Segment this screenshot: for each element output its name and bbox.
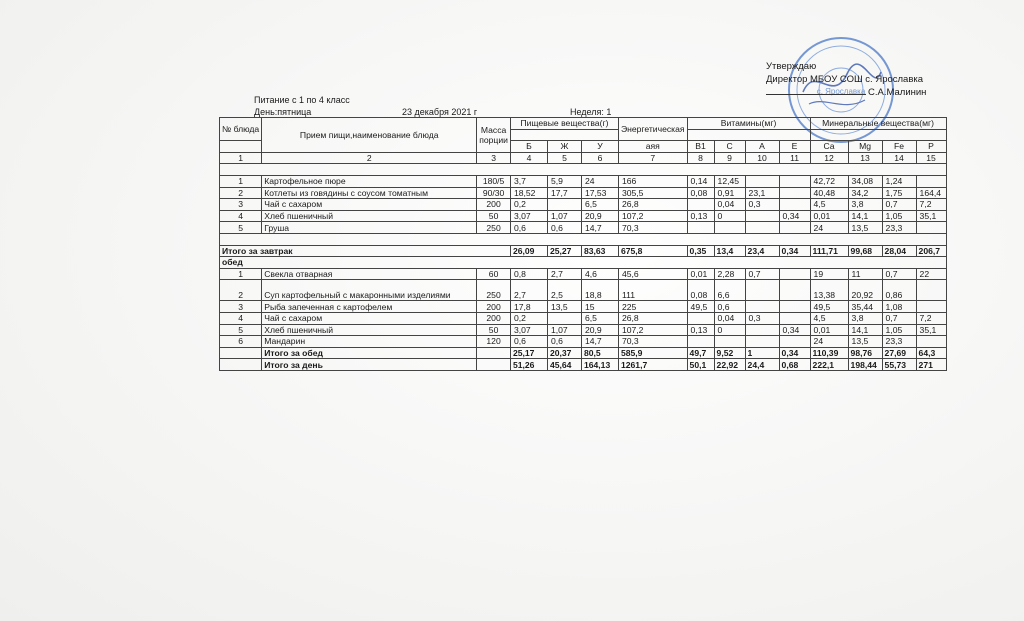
index-cell-1: 1 [220,152,262,164]
blank-cell [477,359,511,371]
table-cell: 6,5 [581,199,618,211]
lunch-label: обед [220,257,947,269]
table-cell: 13,38 [810,280,848,301]
table-cell: 23,3 [882,336,916,348]
index-cell-12: 12 [810,152,848,164]
table-cell: 3,8 [848,312,882,324]
table-cell: 13,5 [848,336,882,348]
table-cell: 120 [477,336,511,348]
table-cell: 4,5 [810,312,848,324]
table-cell: 34,08 [848,175,882,187]
menu-date: 23 декабря 2021 г [402,107,478,117]
subheader-1: Ж [547,141,581,153]
total-value: 22,92 [714,359,745,371]
table-cell: 250 [477,280,511,301]
lunch-row [220,312,947,324]
total-value: 13,4 [714,245,745,257]
table-cell: 0,08 [687,280,714,301]
table-cell: 0,01 [810,324,848,336]
table-cell: 0,01 [687,268,714,280]
total-value: 24,4 [745,359,779,371]
table-cell: 107,2 [618,210,687,222]
table-cell: 1,75 [882,187,916,199]
menu-week: Неделя: 1 [570,107,612,117]
subheader-0: Б [510,141,547,153]
table-cell: 0,3 [745,312,779,324]
table-cell [687,312,714,324]
index-cell-15: 15 [916,152,946,164]
total-value: 675,8 [618,245,687,257]
dish-name: Хлеб пшеничный [262,324,477,336]
col-energy-header: Энергетическая [618,118,687,141]
table-cell: 200 [477,312,511,324]
svg-text:с. Ярославка: с. Ярославка [816,87,866,96]
table-cell: 18,8 [581,280,618,301]
index-cell-14: 14 [882,152,916,164]
total-value: 222,1 [810,359,848,371]
table-cell: 0,34 [779,210,810,222]
table-cell: 2,7 [547,268,581,280]
table-cell: 50 [477,210,511,222]
table-cell: 0,7 [882,312,916,324]
table-cell: 50 [477,324,511,336]
table-cell: 14,7 [581,222,618,234]
approval-line2: Директор МБОУ СОШ с. Ярославка [766,74,924,85]
table-cell: 45,6 [618,268,687,280]
index-cell-2: 2 [262,152,477,164]
table-cell: 49,5 [687,301,714,313]
lunch-total-row [220,347,947,359]
lunch-row [220,268,947,280]
table-cell: 24 [810,222,848,234]
total-value: 83,63 [581,245,618,257]
col-vitamins-header: Витамины(мг) [687,118,810,130]
table-cell: 0 [714,210,745,222]
index-cell-7: 7 [618,152,687,164]
table-cell [916,301,946,313]
breakfast-row [220,175,947,187]
total-value: 206,7 [916,245,946,257]
table-cell: 2,28 [714,268,745,280]
table-cell: 17,8 [510,301,547,313]
table-cell: 0,6 [547,336,581,348]
table-cell: 1,24 [882,175,916,187]
table-cell [779,222,810,234]
table-cell: 0,2 [510,312,547,324]
table-cell [779,187,810,199]
director-name: С.А.Малинин [868,87,927,98]
table-cell: 1,08 [882,301,916,313]
total-value: 1 [745,347,779,359]
table-cell: 23,1 [745,187,779,199]
col-minerals-header: Минеральные вещества(мг) [810,118,946,130]
table-cell [779,175,810,187]
total-value: 49,7 [687,347,714,359]
total-value: 0,35 [687,245,714,257]
table-cell: 3,07 [510,324,547,336]
subheader-9: Mg [848,141,882,153]
total-value: 64,3 [916,347,946,359]
blank-cell [220,347,262,359]
table-cell: 7,2 [916,312,946,324]
total-value: 585,9 [618,347,687,359]
subheader-3: аяя [618,141,687,153]
table-cell: 26,8 [618,199,687,211]
table-cell: 13,5 [848,222,882,234]
dish-name: Картофельное пюре [262,175,477,187]
dish-name: Рыба запеченная с картофелем [262,301,477,313]
table-cell: 166 [618,175,687,187]
table-cell: 90/30 [477,187,511,199]
table-cell: 0,8 [510,268,547,280]
table-cell: 24 [581,175,618,187]
total-value: 20,37 [547,347,581,359]
spacer-cell [510,129,618,141]
lunch-row [220,301,947,313]
approval-block [766,60,926,99]
total-value: 25,17 [510,347,547,359]
table-cell: 2,7 [510,280,547,301]
table-cell [687,199,714,211]
table-cell: 0,6 [714,301,745,313]
table-cell: 4,6 [581,268,618,280]
signature-line [766,94,866,95]
table-cell: 0,2 [510,199,547,211]
total-value: 80,5 [581,347,618,359]
table-cell: 0 [714,324,745,336]
table-cell: 0,7 [882,199,916,211]
total-value: 98,76 [848,347,882,359]
table-cell: 2,5 [547,280,581,301]
blank-row [220,164,947,176]
dish-name: Чай с сахаром [262,312,477,324]
table-cell: 3,8 [848,199,882,211]
dish-name: Чай с сахаром [262,199,477,211]
table-cell: 20,92 [848,280,882,301]
table-cell: 13,5 [547,301,581,313]
dish-name: Суп картофельный с макаронными изделиями [262,280,477,301]
blank-row [220,233,947,245]
table-cell: 14,1 [848,324,882,336]
dish-name: Мандарин [262,336,477,348]
total-label: Итого за обед [262,347,477,359]
table-cell: 3,7 [510,175,547,187]
table-cell: 14,7 [581,336,618,348]
table-cell [745,210,779,222]
total-value: 0,68 [779,359,810,371]
table-cell: 0,6 [510,222,547,234]
table-cell: 5,9 [547,175,581,187]
table-cell [745,222,779,234]
nutrition-table [219,117,947,371]
table-cell [745,336,779,348]
table-cell [745,301,779,313]
table-cell [779,336,810,348]
total-value: 198,44 [848,359,882,371]
index-cell-11: 11 [779,152,810,164]
total-value: 111,71 [810,245,848,257]
table-cell: 164,4 [916,187,946,199]
table-cell: 20,9 [581,324,618,336]
table-cell: 0,7 [882,268,916,280]
table-cell: 225 [618,301,687,313]
table-cell: 0,6 [547,222,581,234]
table-cell [779,199,810,211]
table-cell [687,336,714,348]
header-row-1 [220,118,947,130]
table-cell: 0,13 [687,324,714,336]
table-cell: 34,2 [848,187,882,199]
table-cell: 2 [220,280,262,301]
total-value: 28,04 [882,245,916,257]
table-cell: 4 [220,312,262,324]
table-cell: 1,07 [547,210,581,222]
table-cell: 250 [477,222,511,234]
spacer-cell [220,141,262,153]
table-cell: 0,13 [687,210,714,222]
table-cell: 0,91 [714,187,745,199]
table-cell [779,301,810,313]
table-cell: 0,7 [745,268,779,280]
total-label: Итого за день [262,359,477,371]
table-cell: 35,44 [848,301,882,313]
table-cell: 18,52 [510,187,547,199]
dish-name: Груша [262,222,477,234]
table-cell: 40,48 [810,187,848,199]
total-value: 27,69 [882,347,916,359]
table-cell: 17,7 [547,187,581,199]
spacer-cell [687,129,810,141]
table-cell: 20,9 [581,210,618,222]
index-row [220,152,947,164]
table-cell: 17,53 [581,187,618,199]
subheader-10: Fe [882,141,916,153]
table-cell: 0,04 [714,312,745,324]
table-cell: 14,1 [848,210,882,222]
table-cell [547,312,581,324]
table-cell [916,175,946,187]
table-cell: 1 [220,268,262,280]
total-value: 164,13 [581,359,618,371]
approval-line3 [766,86,926,99]
index-cell-6: 6 [581,152,618,164]
table-cell [547,199,581,211]
total-value: 9,52 [714,347,745,359]
table-cell: 0,86 [882,280,916,301]
table-cell: 305,5 [618,187,687,199]
table-cell [745,280,779,301]
index-cell-8: 8 [687,152,714,164]
table-cell: 200 [477,301,511,313]
table-cell: 11 [848,268,882,280]
breakfast-row [220,222,947,234]
table-cell: 2 [220,187,262,199]
dish-name: Котлеты из говядины с соусом томатным [262,187,477,199]
table-cell: 1,05 [882,324,916,336]
table-cell: 3 [220,199,262,211]
table-cell [779,268,810,280]
total-value: 1261,7 [618,359,687,371]
total-value: 99,68 [848,245,882,257]
total-value: 271 [916,359,946,371]
day-total-row [220,359,947,371]
table-cell: 111 [618,280,687,301]
total-label: Итого за завтрак [220,245,511,257]
table-cell: 0,6 [510,336,547,348]
table-cell: 70,3 [618,336,687,348]
table-cell [916,222,946,234]
subheader-7: Е [779,141,810,153]
subheader-2: У [581,141,618,153]
table-cell: 6 [220,336,262,348]
index-cell-5: 5 [547,152,581,164]
total-value: 26,09 [510,245,547,257]
table-cell: 1,07 [547,324,581,336]
col-mass-header: Масса порции [477,118,511,153]
col-nutrients-header: Пищевые вещества(г) [510,118,618,130]
table-cell: 26,8 [618,312,687,324]
table-cell [779,280,810,301]
total-value: 0,34 [779,347,810,359]
index-cell-3: 3 [477,152,511,164]
breakfast-row [220,210,947,222]
table-cell: 35,1 [916,324,946,336]
dish-name: Свекла отварная [262,268,477,280]
index-cell-4: 4 [510,152,547,164]
table-cell: 4,5 [810,199,848,211]
col-name-header: Прием пищи,наименование блюда [262,118,477,153]
blank-cell [220,233,947,245]
total-value: 51,26 [510,359,547,371]
table-cell: 1 [220,175,262,187]
table-cell: 0,14 [687,175,714,187]
table-cell: 107,2 [618,324,687,336]
table-cell: 5 [220,222,262,234]
table-cell: 12,45 [714,175,745,187]
table-cell: 0,08 [687,187,714,199]
table-cell: 200 [477,199,511,211]
table-cell [687,222,714,234]
approval-line1: Утверждаю [766,61,817,72]
table-cell: 3,07 [510,210,547,222]
table-cell: 70,3 [618,222,687,234]
total-value: 25,27 [547,245,581,257]
lunch-row [220,324,947,336]
table-cell: 49,5 [810,301,848,313]
table-cell [714,222,745,234]
index-cell-13: 13 [848,152,882,164]
subheader-6: А [745,141,779,153]
table-cell: 6,5 [581,312,618,324]
table-cell: 15 [581,301,618,313]
table-cell: 7,2 [916,199,946,211]
lunch-row [220,280,947,301]
total-value: 110,39 [810,347,848,359]
index-cell-9: 9 [714,152,745,164]
subheader-8: Ca [810,141,848,153]
total-value: 55,73 [882,359,916,371]
table-cell: 180/5 [477,175,511,187]
table-cell [745,324,779,336]
table-cell: 6,6 [714,280,745,301]
lunch-row [220,336,947,348]
table-cell: 0,01 [810,210,848,222]
table-cell: 0,3 [745,199,779,211]
table-cell [779,312,810,324]
breakfast-row [220,199,947,211]
table-cell [745,175,779,187]
table-cell: 22 [916,268,946,280]
lunch-label-row [220,257,947,269]
table-cell: 42,72 [810,175,848,187]
total-value: 23,4 [745,245,779,257]
table-cell [916,336,946,348]
subheader-4: В1 [687,141,714,153]
table-cell: 1,05 [882,210,916,222]
table-cell: 3 [220,301,262,313]
total-value: 45,64 [547,359,581,371]
subheader-11: P [916,141,946,153]
col-num-header: № блюда [220,118,262,141]
total-value: 50,1 [687,359,714,371]
spacer-cell [810,129,946,141]
table-cell: 5 [220,324,262,336]
table-cell: 0,04 [714,199,745,211]
blank-cell [220,164,947,176]
blank-cell [477,347,511,359]
breakfast-row [220,187,947,199]
table-cell [714,336,745,348]
index-cell-10: 10 [745,152,779,164]
table-cell: 0,34 [779,324,810,336]
table-cell: 60 [477,268,511,280]
menu-title: Питание с 1 по 4 класс [254,95,350,105]
table-cell: 24 [810,336,848,348]
table-cell: 19 [810,268,848,280]
table-cell [916,280,946,301]
total-value: 0,34 [779,245,810,257]
dish-name: Хлеб пшеничный [262,210,477,222]
breakfast-total-row [220,245,947,257]
table-cell: 23,3 [882,222,916,234]
blank-cell [220,359,262,371]
menu-day: День:пятница [254,107,312,117]
table-cell: 35,1 [916,210,946,222]
table-cell: 4 [220,210,262,222]
subheader-5: С [714,141,745,153]
